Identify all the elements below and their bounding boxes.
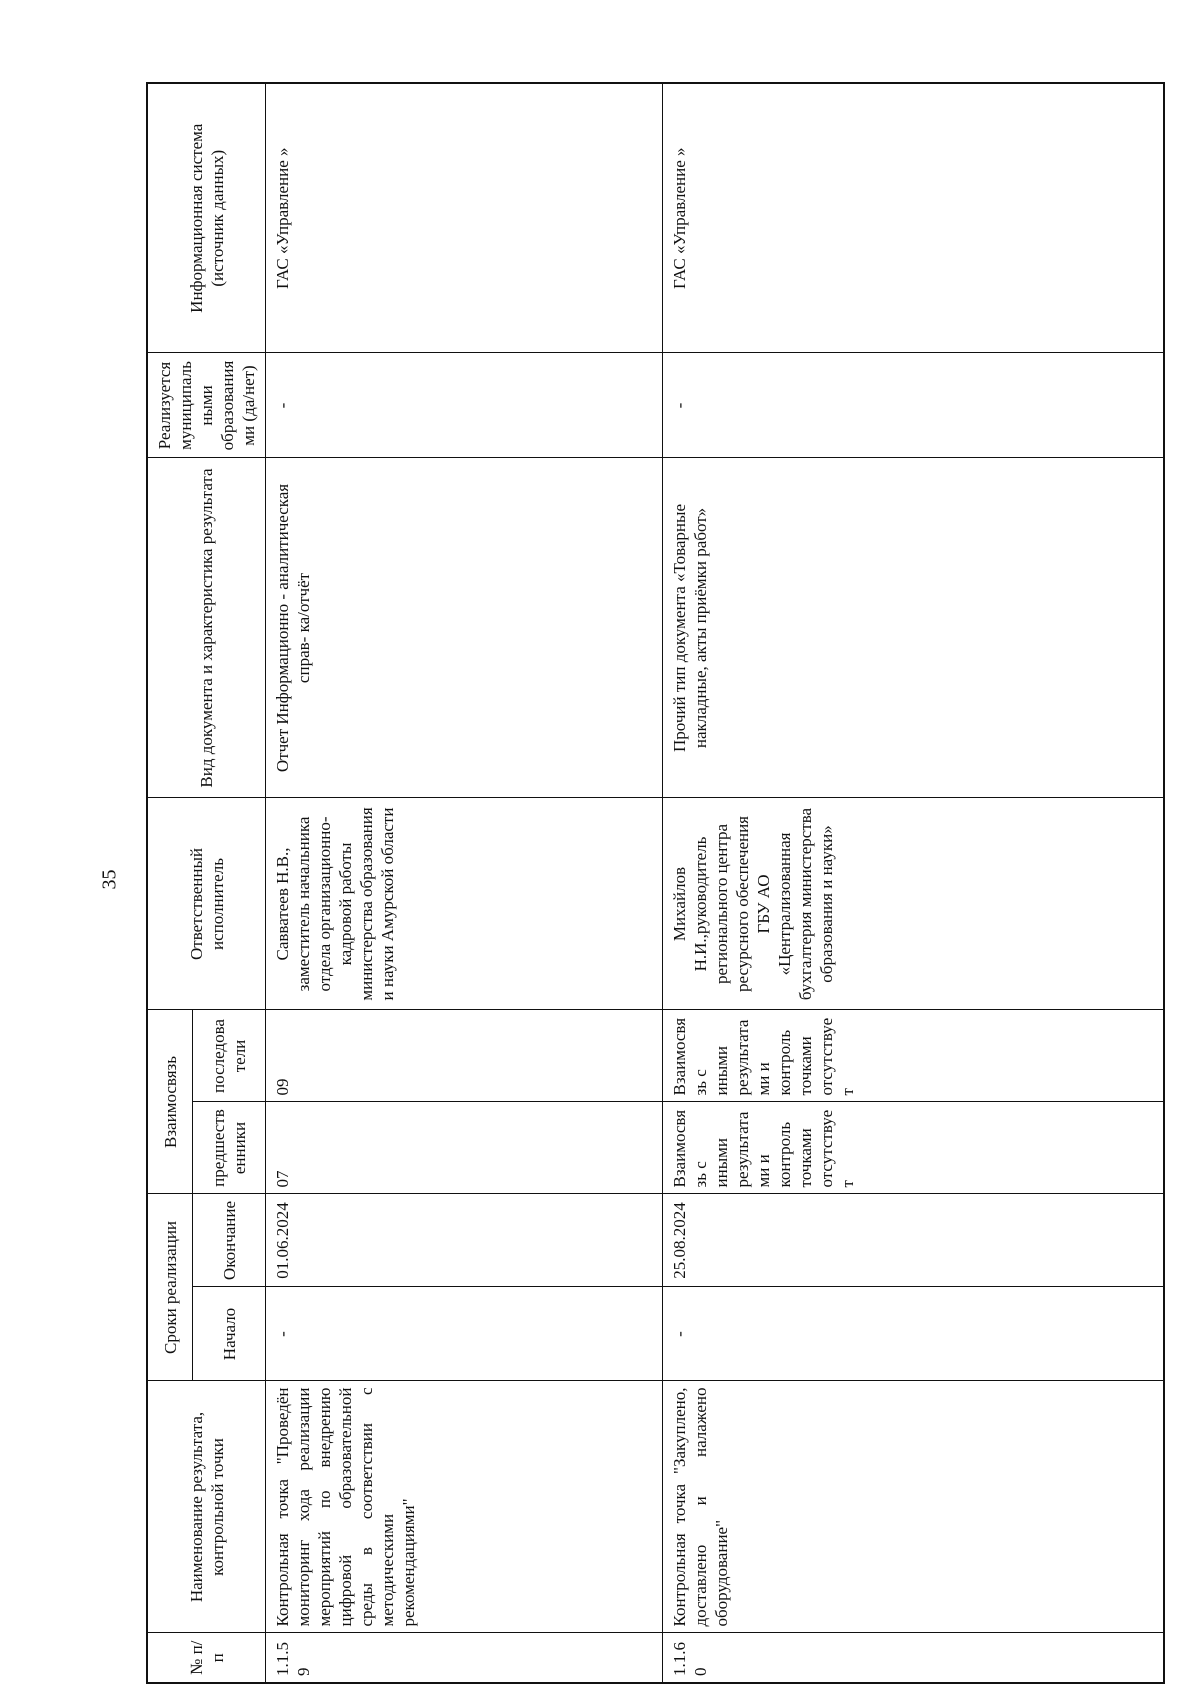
row-num: 1.1.59 — [266, 1633, 663, 1683]
header-responsible: Ответственный исполнитель — [147, 798, 266, 1010]
row-responsible: Савватеев Н.В., заместитель начальника отдела организационно-кадровой работы министерства образования и науки Амурской области — [266, 798, 663, 1010]
header-predecessors: предшественники — [193, 1102, 266, 1194]
table-row — [266, 83, 663, 1683]
header-link: Взаимосвязь — [147, 1010, 193, 1194]
control-points-table — [146, 82, 1165, 1684]
row-start: - — [266, 1287, 663, 1381]
header-start: Начало — [193, 1287, 266, 1381]
row-info-system: ГАС «Управление » — [662, 83, 1164, 353]
header-doc-type: Вид документа и характеристика результата — [147, 458, 266, 798]
rotated-table-sheet — [146, 84, 1136, 1684]
row-predecessors: 07 — [266, 1102, 663, 1194]
row-successors: 09 — [266, 1010, 663, 1102]
row-responsible: Михайлов Н.И.,руководитель регионального центра ресурсного обеспечения ГБУ АО «Централизованная бухгалтерия министерства образования и науки» — [662, 798, 1164, 1010]
row-successors: Взаимосвязь с иными результатами и контроль точками отсутствует — [662, 1010, 1164, 1102]
header-successors: последователи — [193, 1010, 266, 1102]
row-doc-type: Отчет Информационно - аналитическая справ- ка/отчёт — [266, 458, 663, 798]
header-end: Окончание — [193, 1194, 266, 1287]
page-number: 35 — [98, 869, 121, 890]
row-name: Контрольная точка "Проведён мониторинг хода реализации мероприятий по внедрению цифровой образовательной среды в соответствии с методическими рекомендациями" — [266, 1381, 663, 1633]
header-name: Наименование результата, контрольной точки — [147, 1381, 266, 1633]
row-end: 25.08.2024 — [662, 1194, 1164, 1287]
row-start: - — [662, 1287, 1164, 1381]
row-municipal: - — [266, 353, 663, 458]
row-num: 1.1.60 — [662, 1633, 1164, 1683]
header-municipal: Реализуется муниципальными образованиями (да/нет) — [147, 353, 266, 458]
row-end: 01.06.2024 — [266, 1194, 663, 1287]
row-municipal: - — [662, 353, 1164, 458]
header-num: № п/п — [147, 1633, 266, 1683]
header-row-top — [147, 83, 193, 1683]
header-info-system: Информационная система (источник данных) — [147, 83, 266, 353]
table-row — [662, 83, 1164, 1683]
row-info-system: ГАС «Управление » — [266, 83, 663, 353]
row-name: Контрольная точка "Закуплено, доставлено и налажено оборудование" — [662, 1381, 1164, 1633]
row-predecessors: Взаимосвязь с иными результатами и контроль точками отсутствует — [662, 1102, 1164, 1194]
row-doc-type: Прочий тип документа «Товарные накладные, акты приёмки работ» — [662, 458, 1164, 798]
header-terms: Сроки реализации — [147, 1194, 193, 1381]
